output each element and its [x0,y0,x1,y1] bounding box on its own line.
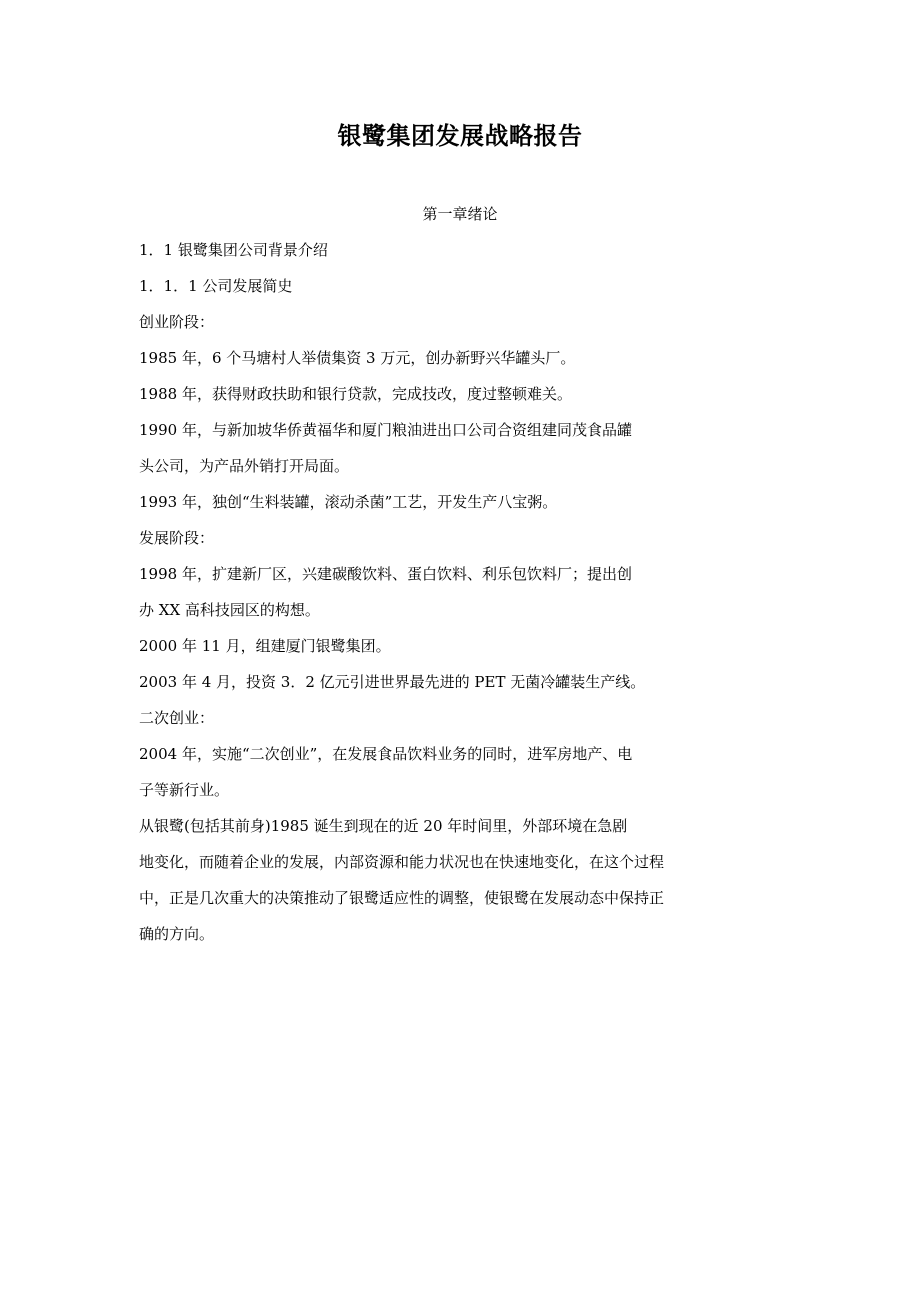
section-heading: 1．1 银鹭集团公司背景介绍 [139,241,328,259]
stage-label: 发展阶段： [139,529,215,547]
text-line: 从银鹭(包括其前身)1985 诞生到现在的近 20 年时间里，外部环境在急剧 [139,817,628,835]
document-title: 银鹭集团发展战略报告 [337,121,583,150]
text-line: 2004 年，实施“二次创业”，在发展食品饮料业务的同时，进军房地产、电 [139,745,633,763]
text-line: 1985 年，6 个马塘村人举债集资 3 万元，创办新野兴华罐头厂。 [139,349,576,367]
text-line: 1988 年，获得财政扶助和银行贷款，完成技改，度过整顿难关。 [139,385,572,403]
text-line: 地变化，而随着企业的发展，内部资源和能力状况也在快速地变化，在这个过程 [139,853,665,871]
document-body [139,239,739,959]
text-line: 中，正是几次重大的决策推动了银鹭适应性的调整，使银鹭在发展动态中保持正 [139,889,665,907]
text-line: 1993 年，独创“生料装罐，滚动杀菌”工艺，开发生产八宝粥。 [139,493,558,511]
text-line: 子等新行业。 [139,781,230,799]
chapter-heading: 第一章绪论 [422,205,498,223]
text-line: 确的方向。 [139,925,215,943]
stage-label: 二次创业： [139,709,215,727]
stage-label: 创业阶段： [139,313,215,331]
text-line: 1998 年，扩建新厂区，兴建碳酸饮料、蛋白饮料、利乐包饮料厂；提出创 [139,565,632,583]
subsection-heading: 1．1．1 公司发展简史 [139,277,293,295]
text-line: 2003 年 4 月，投资 3．2 亿元引进世界最先进的 PET 无菌冷罐装生产线。 [139,673,646,691]
text-line: 头公司，为产品外销打开局面。 [139,457,350,475]
text-line: 2000 年 11 月，组建厦门银鹭集团。 [139,637,391,655]
text-line: 办 XX 高科技园区的构想。 [139,601,320,619]
text-line: 1990 年，与新加坡华侨黄福华和厦门粮油进出口公司合资组建同茂食品罐 [139,421,632,439]
